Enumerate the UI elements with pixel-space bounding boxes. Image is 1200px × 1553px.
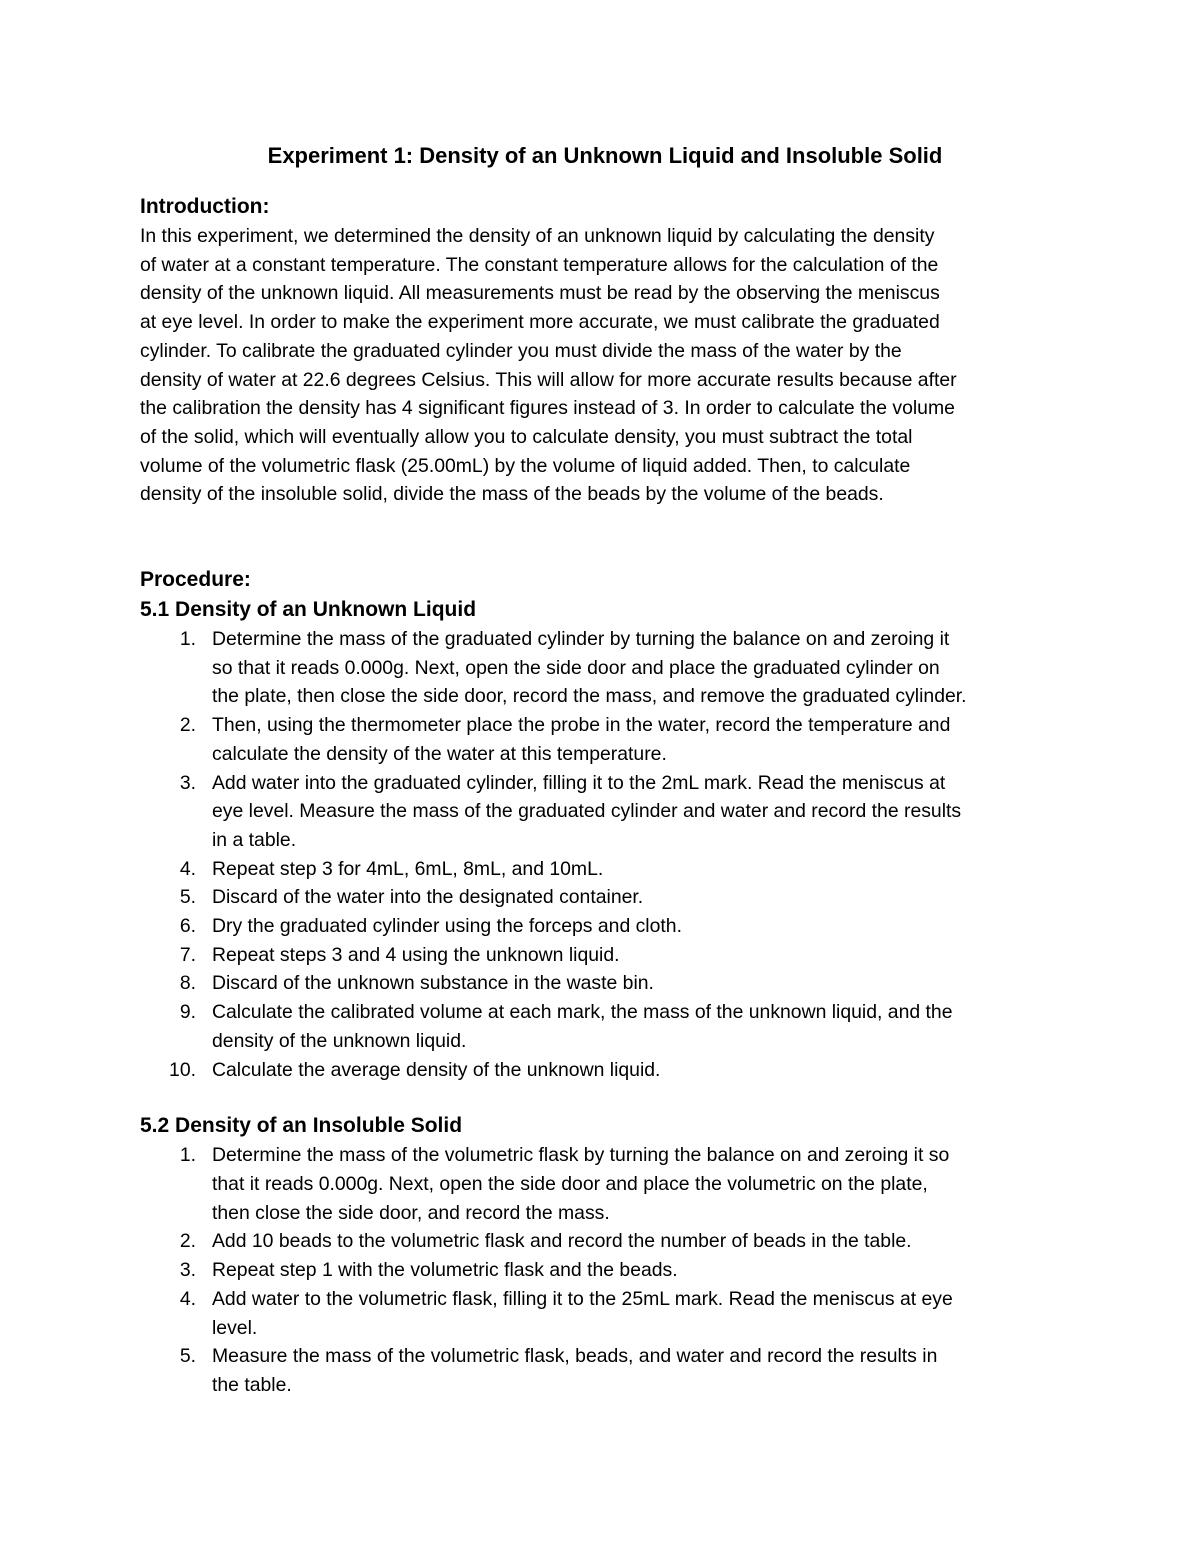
step-text-line: calculate the density of the water at this temperature. [212, 742, 667, 765]
step-text-line: Dry the graduated cylinder using the forceps and cloth. [212, 915, 682, 938]
introduction-line: of the solid, which will eventually allow you to calculate density, you must subtract the total [140, 425, 913, 448]
procedure-step [140, 1285, 1070, 1342]
step-text-line: density of the unknown liquid. [212, 1029, 467, 1052]
procedure-heading: Procedure: [140, 568, 251, 592]
step-text-line: eye level. Measure the mass of the graduated cylinder and water and record the results [212, 800, 962, 823]
procedure-step [140, 1141, 1070, 1227]
step-number: 1. [179, 628, 196, 651]
procedure-step [140, 912, 1070, 941]
section-heading-unknown-liquid: 5.1 Density of an Unknown Liquid [140, 598, 477, 622]
steps-list-unknown-liquid [140, 625, 1070, 1084]
step-text-line: the plate, then close the side door, record the mass, and remove the graduated cylinder. [212, 685, 967, 708]
step-text-line: Repeat steps 3 and 4 using the unknown liquid. [212, 943, 620, 966]
step-number: 2. [179, 1230, 196, 1253]
procedure-step [140, 1056, 1070, 1085]
introduction-line: density of the insoluble solid, divide the mass of the beads by the volume of the beads. [140, 483, 884, 506]
step-number: 7. [179, 943, 196, 966]
procedure-step [140, 711, 1070, 768]
step-text-line: Determine the mass of the volumetric flask by turning the balance on and zeroing it so [212, 1144, 950, 1167]
step-number: 6. [179, 915, 196, 938]
step-text-line: Repeat step 3 for 4mL, 6mL, 8mL, and 10mL. [212, 857, 604, 880]
steps-list-insoluble-solid [140, 1141, 1070, 1399]
procedure-step [140, 1256, 1070, 1285]
step-number: 5. [179, 1345, 196, 1368]
step-text-line: Then, using the thermometer place the probe in the water, record the temperature and [212, 714, 951, 737]
step-text-line: Discard of the water into the designated container. [212, 886, 644, 909]
procedure-step [140, 855, 1070, 884]
step-text-line: Add water into the graduated cylinder, filling it to the 2mL mark. Read the meniscus at [212, 771, 946, 794]
procedure-step [140, 1342, 1070, 1399]
step-number: 9. [179, 1001, 196, 1024]
step-text-line: so that it reads 0.000g. Next, open the side door and place the graduated cylinder on [212, 656, 940, 679]
introduction-line: the calibration the density has 4 significant figures instead of 3. In order to calculate the volume [140, 397, 955, 420]
step-text-line: Measure the mass of the volumetric flask, beads, and water and record the results in [212, 1345, 938, 1368]
introduction-line: volume of the volumetric flask (25.00mL) by the volume of liquid added. Then, to calculate [140, 454, 911, 477]
introduction-line: cylinder. To calibrate the graduated cylinder you must divide the mass of the water by the [140, 339, 902, 362]
introduction-line: density of the unknown liquid. All measurements must be read by the observing the meniscus [140, 282, 940, 305]
introduction-line: In this experiment, we determined the density of an unknown liquid by calculating the density [140, 225, 935, 247]
step-text-line: then close the side door, and record the mass. [212, 1201, 610, 1224]
step-text-line: Add 10 beads to the volumetric flask and record the number of beads in the table. [212, 1230, 912, 1253]
step-text-line: Determine the mass of the graduated cylinder by turning the balance on and zeroing it [212, 628, 950, 651]
step-text-line: Add water to the volumetric flask, filling it to the 25mL mark. Read the meniscus at eye [212, 1287, 953, 1310]
step-text-line: Discard of the unknown substance in the waste bin. [212, 972, 654, 995]
introduction-heading: Introduction: [140, 195, 270, 218]
step-number: 10. [169, 1058, 196, 1081]
document-page [140, 138, 1070, 1400]
step-number: 1. [179, 1144, 196, 1167]
introduction-paragraph [140, 222, 1070, 509]
procedure-step [140, 941, 1070, 970]
step-text-line: in a table. [212, 828, 297, 851]
procedure-step [140, 883, 1070, 912]
step-text-line: Calculate the average density of the unknown liquid. [212, 1058, 661, 1081]
procedure-step [140, 769, 1070, 855]
step-text-line: that it reads 0.000g. Next, open the side door and place the volumetric on the plate, [212, 1172, 928, 1195]
step-number: 4. [179, 1287, 196, 1310]
procedure-step [140, 969, 1070, 998]
step-text-line: the table. [212, 1373, 292, 1396]
step-number: 4. [179, 857, 196, 880]
step-text-line: Calculate the calibrated volume at each mark, the mass of the unknown liquid, and the [212, 1001, 953, 1024]
procedure-step [140, 625, 1070, 711]
step-number: 3. [179, 1259, 196, 1282]
step-text-line: level. [212, 1316, 258, 1339]
introduction-line: at eye level. In order to make the experiment more accurate, we must calibrate the graduated [140, 311, 940, 334]
procedure-step [140, 1227, 1070, 1256]
introduction-line: density of water at 22.6 degrees Celsius. This will allow for more accurate results because after [140, 368, 957, 391]
document-title: Experiment 1: Density of an Unknown Liquid and Insoluble Solid [267, 143, 943, 168]
introduction-line: of water at a constant temperature. The constant temperature allows for the calculation of the [140, 253, 939, 276]
procedure-step [140, 998, 1070, 1055]
step-number: 2. [179, 714, 196, 737]
step-text-line: Repeat step 1 with the volumetric flask and the beads. [212, 1259, 678, 1282]
section-heading-insoluble-solid: 5.2 Density of an Insoluble Solid [140, 1114, 463, 1138]
step-number: 5. [179, 886, 196, 909]
step-number: 8. [179, 972, 196, 995]
step-number: 3. [179, 771, 196, 794]
